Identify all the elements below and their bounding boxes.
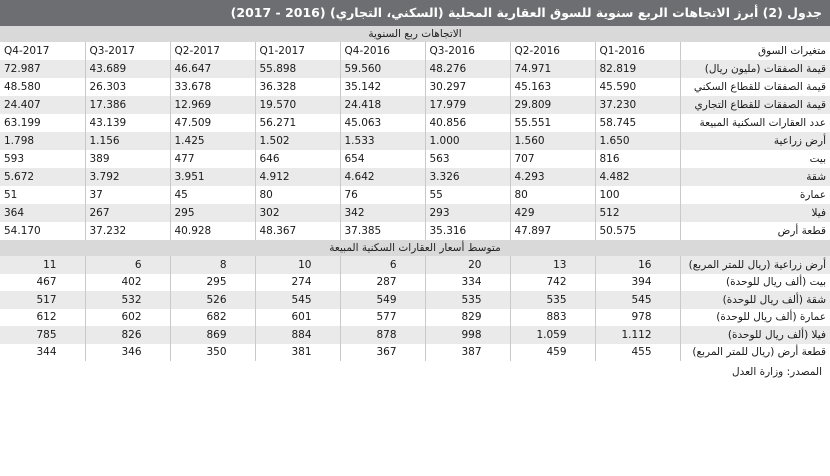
table-cell: 19.570 (255, 96, 340, 114)
table-cell: 33.678 (170, 78, 255, 96)
table-cell: 40.928 (170, 222, 255, 240)
row-label: شقة (806, 171, 826, 183)
table-cell: 6 (340, 256, 425, 274)
table-cell: 816 (595, 150, 680, 168)
average-prices-table (0, 256, 830, 361)
table-cell: 29.809 (510, 96, 595, 114)
table-cell: 35.142 (340, 78, 425, 96)
row-label: بيت (ألف ريال للوحدة) (725, 276, 826, 289)
table-cell: 4.912 (255, 168, 340, 186)
table-cell: 17.386 (85, 96, 170, 114)
table-cell: 707 (510, 150, 595, 168)
table-cell: 1.425 (170, 132, 255, 150)
table-cell: 577 (340, 309, 425, 327)
table-cell: 72.987 (0, 60, 85, 78)
table-cell: 826 (85, 326, 170, 344)
table-cell: 35.316 (425, 222, 510, 240)
table-cell: 532 (85, 291, 170, 309)
column-header: 2017-Q1 (255, 42, 340, 60)
table-cell: 45 (170, 186, 255, 204)
table-row (0, 222, 830, 240)
table-cell: 381 (255, 344, 340, 362)
table-cell: 17.979 (425, 96, 510, 114)
table-cell: 742 (510, 274, 595, 292)
table-cell: 54.170 (0, 222, 85, 240)
table-cell: 1.502 (255, 132, 340, 150)
table-cell: 274 (255, 274, 340, 292)
table-cell: 602 (85, 309, 170, 327)
table-cell: 37.230 (595, 96, 680, 114)
table-cell: 302 (255, 204, 340, 222)
table-cell: 535 (510, 291, 595, 309)
section-header-quarterly: الاتجاهات ربع السنوية (0, 26, 830, 42)
row-label: بيت (809, 153, 826, 165)
table-row (0, 96, 830, 114)
table-cell: 45.163 (510, 78, 595, 96)
table-cell: 367 (340, 344, 425, 362)
table-cell: 20 (425, 256, 510, 274)
table-row (0, 114, 830, 132)
source-note: المصدر: وزارة العدل (731, 366, 822, 378)
table-cell: 593 (0, 150, 85, 168)
table-cell: 545 (595, 291, 680, 309)
table-cell: 37.232 (85, 222, 170, 240)
table-cell: 344 (0, 344, 85, 362)
table-cell: 517 (0, 291, 85, 309)
table-cell: 26.303 (85, 78, 170, 96)
table-cell: 5.672 (0, 168, 85, 186)
table-cell: 48.276 (425, 60, 510, 78)
table-cell: 55.551 (510, 114, 595, 132)
table-cell: 1.798 (0, 132, 85, 150)
column-header-row (0, 42, 830, 60)
table-cell: 429 (510, 204, 595, 222)
table-cell: 364 (0, 204, 85, 222)
table-cell: 8 (170, 256, 255, 274)
table-cell: 526 (170, 291, 255, 309)
table-cell: 467 (0, 274, 85, 292)
table-row (0, 291, 830, 309)
table-cell: 1.560 (510, 132, 595, 150)
table-cell: 346 (85, 344, 170, 362)
table-row (0, 168, 830, 186)
table-cell: 37.385 (340, 222, 425, 240)
table-cell: 48.580 (0, 78, 85, 96)
table-cell: 545 (255, 291, 340, 309)
table-cell: 869 (170, 326, 255, 344)
column-header: 2016-Q3 (425, 42, 510, 60)
row-label: عمارة (799, 189, 826, 201)
table-cell: 654 (340, 150, 425, 168)
section-header-prices: متوسط أسعار العقارات السكنية المبيعة (0, 240, 830, 256)
table-cell: 30.297 (425, 78, 510, 96)
table-cell: 24.418 (340, 96, 425, 114)
table-cell: 12.969 (170, 96, 255, 114)
table-cell: 56.271 (255, 114, 340, 132)
table-cell: 387 (425, 344, 510, 362)
table-cell: 1.059 (510, 326, 595, 344)
table-cell: 4.482 (595, 168, 680, 186)
table-cell: 100 (595, 186, 680, 204)
table-cell: 4.293 (510, 168, 595, 186)
row-label: قيمة الصفقات (مليون ريال) (704, 63, 826, 75)
table-cell: 402 (85, 274, 170, 292)
table-cell: 45.590 (595, 78, 680, 96)
table-cell: 3.326 (425, 168, 510, 186)
row-label: قطعة أرض (777, 225, 826, 237)
table-row (0, 256, 830, 274)
table-cell: 884 (255, 326, 340, 344)
row-label: قطعة أرض (ريال للمتر المربع) (692, 346, 826, 359)
table-cell: 80 (510, 186, 595, 204)
table-cell: 45.063 (340, 114, 425, 132)
table-cell: 785 (0, 326, 85, 344)
table-cell: 37 (85, 186, 170, 204)
row-label: عدد العقارات السكنية المبيعة (699, 117, 826, 129)
table-cell: 389 (85, 150, 170, 168)
row-label: أرض زراعية (773, 135, 826, 147)
table-row (0, 274, 830, 292)
table-cell: 394 (595, 274, 680, 292)
row-label: فيلا (811, 207, 826, 219)
table-row (0, 150, 830, 168)
column-header: 2017-Q2 (170, 42, 255, 60)
quarterly-trends-table (0, 42, 830, 240)
column-header: 2016-Q2 (510, 42, 595, 60)
table-cell: 82.819 (595, 60, 680, 78)
table-cell: 829 (425, 309, 510, 327)
table-cell: 646 (255, 150, 340, 168)
table-cell: 43.689 (85, 60, 170, 78)
column-header: 2017-Q4 (0, 42, 85, 60)
table-cell: 24.407 (0, 96, 85, 114)
table-cell: 63.199 (0, 114, 85, 132)
table-cell: 455 (595, 344, 680, 362)
table-cell: 1.156 (85, 132, 170, 150)
table-cell: 350 (170, 344, 255, 362)
table-cell: 55 (425, 186, 510, 204)
table-cell: 74.971 (510, 60, 595, 78)
table-cell: 477 (170, 150, 255, 168)
table-cell: 48.367 (255, 222, 340, 240)
table-cell: 16 (595, 256, 680, 274)
table-cell: 1.650 (595, 132, 680, 150)
table-cell: 43.139 (85, 114, 170, 132)
table-cell: 512 (595, 204, 680, 222)
table-row (0, 186, 830, 204)
table-cell: 13 (510, 256, 595, 274)
table-cell: 10 (255, 256, 340, 274)
table-cell: 46.647 (170, 60, 255, 78)
table-cell: 267 (85, 204, 170, 222)
table-cell: 58.745 (595, 114, 680, 132)
table-cell: 342 (340, 204, 425, 222)
table-cell: 1.112 (595, 326, 680, 344)
table-cell: 998 (425, 326, 510, 344)
table-cell: 682 (170, 309, 255, 327)
table-cell: 40.856 (425, 114, 510, 132)
table-cell: 334 (425, 274, 510, 292)
row-label: أرض زراعية (ريال للمتر المربع) (688, 258, 826, 271)
table-cell: 612 (0, 309, 85, 327)
table-cell: 549 (340, 291, 425, 309)
table-cell: 47.897 (510, 222, 595, 240)
row-label: قيمة الصفقات للقطاع التجاري (694, 99, 826, 111)
table-row (0, 344, 830, 362)
table-cell: 6 (85, 256, 170, 274)
table-cell: 1.533 (340, 132, 425, 150)
table-row (0, 326, 830, 344)
table-cell: 287 (340, 274, 425, 292)
table-row (0, 78, 830, 96)
table-cell: 3.951 (170, 168, 255, 186)
table-cell: 4.642 (340, 168, 425, 186)
table-cell: 36.328 (255, 78, 340, 96)
row-label: شقة (ألف ريال للوحدة) (722, 293, 826, 306)
table-cell: 563 (425, 150, 510, 168)
table-row (0, 60, 830, 78)
table-cell: 59.560 (340, 60, 425, 78)
table-cell: 878 (340, 326, 425, 344)
table-cell: 601 (255, 309, 340, 327)
table-cell: 295 (170, 204, 255, 222)
table-cell: 293 (425, 204, 510, 222)
table-cell: 1.000 (425, 132, 510, 150)
table-cell: 978 (595, 309, 680, 327)
table-row (0, 309, 830, 327)
table-cell: 55.898 (255, 60, 340, 78)
column-header: 2016-Q1 (595, 42, 680, 60)
table-cell: 295 (170, 274, 255, 292)
table-row (0, 132, 830, 150)
table-cell: 535 (425, 291, 510, 309)
row-label: عمارة (ألف ريال للوحدة) (716, 311, 826, 324)
table-cell: 11 (0, 256, 85, 274)
table-cell: 459 (510, 344, 595, 362)
column-header: 2016-Q4 (340, 42, 425, 60)
table-cell: 51 (0, 186, 85, 204)
table-cell: 80 (255, 186, 340, 204)
table-cell: 76 (340, 186, 425, 204)
table-cell: 50.575 (595, 222, 680, 240)
table-title: جدول (2) أبرز الاتجاهات الربع سنوية للسوق العقارية المحلية (السكني، التجاري) (2016 - 2017) (0, 0, 830, 26)
row-label: قيمة الصفقات للقطاع السكني (693, 81, 826, 93)
table-cell: 47.509 (170, 114, 255, 132)
row-label: فيلا (ألف ريال للوحدة) (727, 328, 826, 341)
table-cell: 3.792 (85, 168, 170, 186)
table-row (0, 204, 830, 222)
column-header: 2017-Q3 (85, 42, 170, 60)
table-cell: 883 (510, 309, 595, 327)
label-column-header: متغيرات السوق (757, 45, 826, 57)
